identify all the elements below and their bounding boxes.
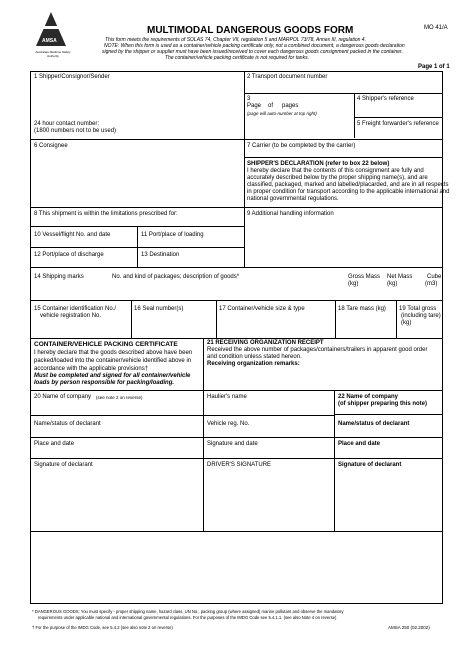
page-num-label: 3 — [247, 96, 251, 102]
intro-line-2: NOTE: When this form is used as a container/vehicle packing certificate only, not a combined document, a dangerous goods declaration — [104, 43, 405, 49]
declaration-line: I hereby declare that the contents of this consignment are fully and — [247, 168, 424, 174]
declaration-line: national governmental regulations. — [247, 196, 339, 202]
freight-ref-field[interactable] — [357, 129, 439, 137]
container-size-field[interactable] — [219, 316, 332, 330]
divider — [334, 390, 335, 531]
tare-mass-label: 18 Tare mass (kg) — [338, 306, 386, 312]
divider — [30, 300, 443, 301]
tare-mass-field[interactable] — [338, 316, 393, 330]
divider — [30, 267, 443, 268]
total-gross-unit: (kg) — [401, 320, 412, 326]
place-date-field[interactable] — [34, 450, 200, 456]
declarant-status-field[interactable] — [34, 430, 200, 436]
container-id-label-2: vehicle registration No. — [40, 313, 102, 319]
place-date-label: Place and date — [34, 441, 75, 447]
divider — [30, 139, 443, 140]
divider — [396, 300, 397, 338]
intro-line-1: This form meets the requirements of SOLAS 74, Chapter VII, regulation 5 and MARPOL 73/78, Annex III, regulation 4. — [105, 37, 366, 43]
carrier-label: 7 Carrier (to be completed by the carrier) — [247, 143, 356, 149]
total-gross-label: 19 Total gross — [399, 306, 437, 312]
packing-cert-note: Must be completed and signed for all container/vehicle — [34, 373, 191, 379]
divider — [30, 207, 443, 208]
shipper-company-note: (of shipper preparing this note) — [338, 401, 428, 407]
packing-cert-line: I hereby declare that the goods described above have been — [34, 350, 193, 356]
footer-note-2: † For the purpose of the IMDG Code, see 5.4.2 (see also note 2 on reverse) — [32, 625, 173, 630]
shipper-company-label: 22 Name of company — [338, 394, 399, 400]
seal-field[interactable] — [134, 316, 213, 330]
receipt-remarks-field[interactable] — [207, 370, 439, 387]
declarant-signature-label-b: Signature of declarant — [338, 462, 402, 468]
divider — [354, 93, 355, 138]
receipt-remarks-label: Receiving organization remarks: — [207, 361, 300, 367]
vessel-label: 10 Vessel/flight No. and date — [34, 232, 111, 238]
declarant-status-field-b[interactable] — [338, 430, 439, 436]
intro-line-3: signed by the shipper or supplier must have been issued/received to cover each dangerous goods consignment packed in the container. — [102, 49, 403, 55]
divider — [244, 71, 245, 267]
signature-date-field[interactable] — [207, 450, 331, 456]
divider — [334, 414, 443, 415]
gross-mass-label: Gross Mass — [348, 274, 381, 280]
logo-text: AMSA — [42, 38, 57, 44]
goods-description-label: No. and kind of packages; description of goods* — [112, 274, 240, 280]
vehicle-reg-label: Vehicle reg. No. — [207, 421, 250, 427]
transport-doc-field[interactable] — [247, 82, 437, 91]
loading-port-field[interactable] — [141, 240, 241, 246]
logo-stripe — [43, 26, 59, 29]
shipper-field[interactable] — [34, 84, 240, 116]
destination-label: 13 Destination — [141, 252, 180, 258]
packing-cert-line: packed/loaded into the container/vehicle identified above in — [34, 358, 192, 364]
declarant-signature-field-b[interactable] — [338, 470, 439, 527]
form-code: MO 41/A — [424, 25, 448, 31]
transport-doc-label: 2 Transport document number — [247, 74, 328, 80]
receipt-title: 21 RECEIVING ORGANIZATION RECEIPT — [207, 340, 324, 346]
declarant-signature-label: Signature of declarant — [34, 462, 93, 468]
page-word: Page — [247, 103, 262, 109]
cube-unit: (m3) — [425, 281, 438, 287]
divider — [354, 117, 443, 118]
packing-cert-title: CONTAINER/VEHICLE PACKING CERTIFICATE — [34, 341, 178, 348]
total-gross-label-2: (including tare) — [401, 313, 441, 319]
divider — [30, 338, 443, 339]
contact-note: (1800 numbers not to be used) — [34, 128, 117, 134]
declaration-line: accurately described below by the proper shipping name(s), and are — [247, 175, 428, 181]
page-note: (page will auto-number at top right) — [247, 111, 317, 116]
intro-line-4: The container/vehicle packing certificate is not required for tanks. — [165, 55, 309, 61]
footer-note-1b: requirements under applicable national and international governmental regulations. For the purposes of the IMDG Code see 5.4.1.1. (see also Note 4 on reverse) — [38, 615, 337, 620]
place-date-field-b[interactable] — [338, 450, 439, 456]
divider — [335, 300, 336, 338]
company-name-note: (see note 2 on reverse) — [96, 395, 143, 400]
consignee-label: 6 Consignee — [34, 143, 68, 149]
declaration-title: SHIPPER'S DECLARATION (refer to box 22 below) — [247, 161, 390, 167]
declaration-line: in proper condition for transport according to the applicable international and — [247, 189, 450, 195]
gross-mass-unit: (kg) — [348, 281, 359, 287]
net-mass-label: Net Mass — [387, 274, 413, 280]
vessel-field[interactable] — [34, 240, 134, 246]
page-of: of — [268, 103, 274, 109]
goods-description-field[interactable] — [34, 290, 438, 298]
contact-label: 24 hour contact number: — [34, 121, 100, 127]
page-indicator: Page 1 of 1 — [418, 64, 450, 70]
declaration-line: classified, packaged, marked and labelled/placarded, and are in all respects — [247, 182, 449, 188]
handling-field[interactable] — [247, 220, 437, 264]
vehicle-reg-field[interactable] — [207, 430, 331, 436]
seal-label: 16 Seal number(s) — [134, 306, 184, 312]
divider — [30, 415, 334, 416]
divider — [30, 437, 443, 438]
driver-signature-label: DRIVER'S SIGNATURE — [207, 462, 272, 468]
signature-date-label: Signature and date — [207, 441, 258, 447]
discharge-port-field[interactable] — [34, 259, 134, 266]
loading-port-label: 11 Port/place of loading — [141, 232, 204, 238]
handling-label: 9 Additional handling information — [247, 211, 334, 217]
consignee-field[interactable] — [34, 152, 240, 204]
destination-field[interactable] — [141, 259, 241, 266]
declarant-signature-field[interactable] — [34, 470, 200, 527]
divider — [30, 390, 443, 391]
freight-ref-label: 5 Freight forwarder's reference — [357, 121, 439, 127]
container-id-label: 15 Container identification No./ — [34, 306, 117, 312]
divider — [244, 93, 443, 94]
limitations-label: 8 This shipment is within the limitations prescribed for: — [34, 211, 178, 217]
receipt-line: and condition unless stated hereon. — [207, 354, 302, 360]
haulier-label: Haulier's name — [207, 394, 247, 400]
divider — [244, 157, 443, 158]
shipping-marks-label: 14 Shipping marks — [34, 274, 84, 280]
net-mass-unit: (kg) — [387, 281, 398, 287]
driver-signature-field[interactable] — [207, 470, 331, 527]
packing-cert-note: loads by person responsible for packing/loading. — [34, 380, 175, 386]
place-date-label-b: Place and date — [338, 441, 381, 447]
page-pages: pages — [282, 103, 299, 109]
cube-label: Cube — [427, 274, 442, 280]
company-name-field[interactable] — [34, 403, 200, 413]
shipper-ref-field[interactable] — [357, 104, 439, 114]
logo-subtext: Australian Maritime Safety Authority — [35, 50, 71, 58]
divider — [30, 247, 244, 248]
form-code-footer: AMSA 250 (02.2002) — [388, 625, 430, 630]
limitations-field[interactable] — [34, 219, 240, 226]
divider — [216, 300, 217, 338]
receipt-line: Received the above number of packages/containers/trailers in apparent good order — [207, 347, 428, 353]
packing-cert-line: accordance with the applicable provisions† — [34, 366, 149, 372]
haulier-field[interactable] — [207, 403, 331, 413]
company-name-label: 20 Name of company — [34, 394, 92, 400]
shipper-label: 1 Shipper/Consignor/Sender — [34, 74, 110, 80]
footer-note-1: * DANGEROUS GOODS: You must specify - proper shipping name, hazard class, UN No., packing group (where assigned) marine pollutant and observe the mandatory — [32, 609, 344, 614]
declarant-status-label: Name/status of declarant — [34, 421, 101, 427]
divider — [131, 300, 132, 338]
divider — [30, 458, 443, 459]
divider — [203, 338, 204, 531]
form-title: MULTIMODAL DANGEROUS GOODS FORM — [147, 25, 354, 36]
container-size-label: 17 Container/vehicle size & type — [219, 306, 305, 312]
contact-field[interactable] — [120, 121, 238, 130]
discharge-port-label: 12 Port/place of discharge — [34, 252, 104, 258]
shipper-ref-label: 4 Shipper's reference — [357, 96, 414, 102]
container-id-field[interactable] — [34, 322, 128, 330]
declarant-status-label-b: Name/status of declarant — [338, 421, 410, 427]
divider — [30, 531, 443, 532]
